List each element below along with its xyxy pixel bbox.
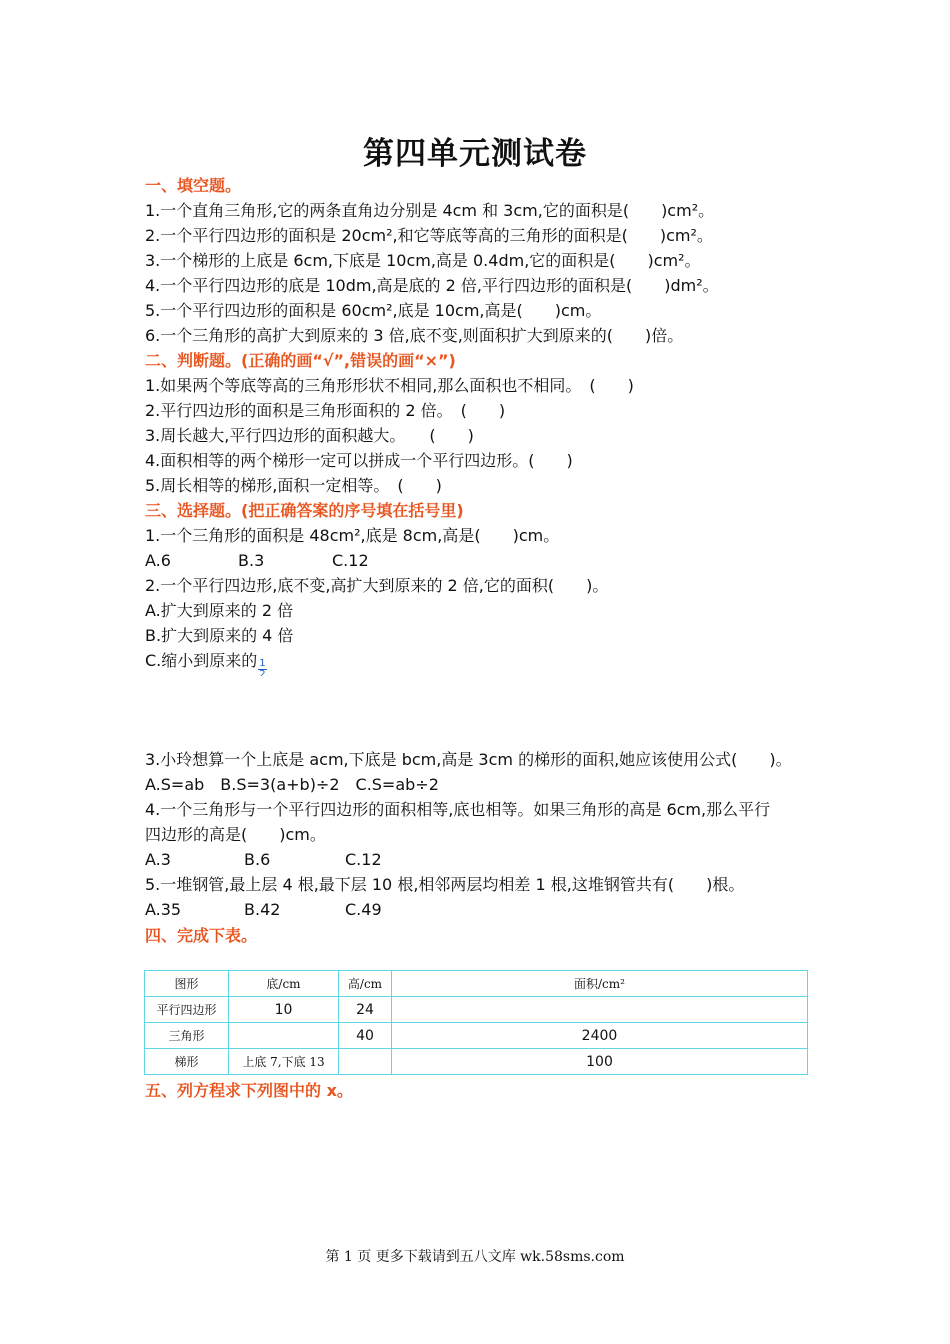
table-cell — [339, 1049, 392, 1075]
section-heading-fill: 一、填空题。 — [145, 176, 242, 195]
choice-question-5: 5.一堆钢管,最上层 4 根,最下层 10 根,相邻两层均相差 1 根,这堆钢管共有( )根。 — [145, 875, 745, 894]
choice-option-1a: A.6 — [145, 551, 171, 570]
fill-question-2: 2.一个平行四边形的面积是 20cm²,和它等底等高的三角形的面积是( )cm²。 — [145, 226, 713, 245]
table-row — [145, 997, 808, 1023]
table-row — [145, 1023, 808, 1049]
table-header-row — [145, 971, 808, 997]
table-cell — [392, 997, 808, 1023]
choice-option-5b: B.42 — [244, 900, 281, 919]
choice-option-2c — [145, 651, 267, 676]
judge-question-2: 2.平行四边形的面积是三角形面积的 2 倍。 ( ) — [145, 401, 506, 420]
area-table — [144, 970, 808, 1075]
choice-option-4c: C.12 — [345, 850, 382, 869]
table-header-area: 面积/cm² — [392, 971, 808, 997]
table-header-height: 高/cm — [339, 971, 392, 997]
fill-question-6: 6.一个三角形的高扩大到原来的 3 倍,底不变,则面积扩大到原来的( )倍。 — [145, 326, 684, 345]
page-title: 第四单元测试卷 — [363, 136, 587, 172]
table-header-shape: 图形 — [145, 971, 229, 997]
fraction-numerator: 1 — [259, 658, 266, 669]
judge-question-4: 4.面积相等的两个梯形一定可以拼成一个平行四边形。( ) — [145, 451, 573, 470]
table-cell: 上底 7,下底 13 — [229, 1049, 339, 1075]
fraction-denominator: 2 — [259, 670, 266, 676]
choice-option-2c-text: C.缩小到原来的 — [145, 651, 258, 670]
table-row — [145, 1049, 808, 1075]
fill-question-1: 1.一个直角三角形,它的两条直角边分别是 4cm 和 3cm,它的面积是( )cm²。 — [145, 201, 715, 220]
table-cell: 梯形 — [145, 1049, 229, 1075]
choice-question-4-line1: 4.一个三角形与一个平行四边形的面积相等,底也相等。如果三角形的高是 6cm,那么平行 — [145, 800, 771, 819]
choice-option-5a: A.35 — [145, 900, 182, 919]
section-heading-judge: 二、判断题。(正确的画“√”,错误的画“×”) — [145, 351, 456, 370]
judge-question-1: 1.如果两个等底等高的三角形形状不相同,那么面积也不相同。 ( ) — [145, 376, 634, 395]
page-footer: 第 1 页 更多下载请到五八文库 wk.58sms.com — [325, 1249, 625, 1265]
choice-option-5c: C.49 — [345, 900, 382, 919]
table-cell: 10 — [229, 997, 339, 1023]
table-header-base: 底/cm — [229, 971, 339, 997]
choice-question-3: 3.小玲想算一个上底是 acm,下底是 bcm,高是 3cm 的梯形的面积,她应该使用公式( )。 — [145, 750, 792, 769]
fraction-one-half — [258, 659, 266, 676]
table-cell: 三角形 — [145, 1023, 229, 1049]
choice-option-4a: A.3 — [145, 850, 171, 869]
table-cell: 2400 — [392, 1023, 808, 1049]
section-heading-equation: 五、列方程求下列图中的 x。 — [145, 1081, 353, 1100]
choice-option-2b: B.扩大到原来的 4 倍 — [145, 626, 294, 645]
fill-question-5: 5.一个平行四边形的面积是 60cm²,底是 10cm,高是( )cm。 — [145, 301, 602, 320]
table-cell: 100 — [392, 1049, 808, 1075]
choice-question-4-line2: 四边形的高是( )cm。 — [145, 825, 326, 844]
choice-option-1c: C.12 — [332, 551, 369, 570]
choice-question-1: 1.一个三角形的面积是 48cm²,底是 8cm,高是( )cm。 — [145, 526, 560, 545]
table-cell: 24 — [339, 997, 392, 1023]
judge-question-3: 3.周长越大,平行四边形的面积越大。 ( ) — [145, 426, 474, 445]
choice-option-1b: B.3 — [238, 551, 265, 570]
table-cell: 40 — [339, 1023, 392, 1049]
fill-question-4: 4.一个平行四边形的底是 10dm,高是底的 2 倍,平行四边形的面积是( )dm²。 — [145, 276, 719, 295]
table-cell — [229, 1023, 339, 1049]
choice-option-2a: A.扩大到原来的 2 倍 — [145, 601, 294, 620]
choice-option-4b: B.6 — [244, 850, 271, 869]
table-cell: 平行四边形 — [145, 997, 229, 1023]
section-heading-choice: 三、选择题。(把正确答案的序号填在括号里) — [145, 501, 464, 520]
section-heading-table: 四、完成下表。 — [145, 926, 258, 945]
choice-question-2: 2.一个平行四边形,底不变,高扩大到原来的 2 倍,它的面积( )。 — [145, 576, 609, 595]
choice-options-3: A.S=ab B.S=3(a+b)÷2 C.S=ab÷2 — [145, 775, 439, 794]
fill-question-3: 3.一个梯形的上底是 6cm,下底是 10cm,高是 0.4dm,它的面积是( )cm²。 — [145, 251, 701, 270]
judge-question-5: 5.周长相等的梯形,面积一定相等。 ( ) — [145, 476, 442, 495]
